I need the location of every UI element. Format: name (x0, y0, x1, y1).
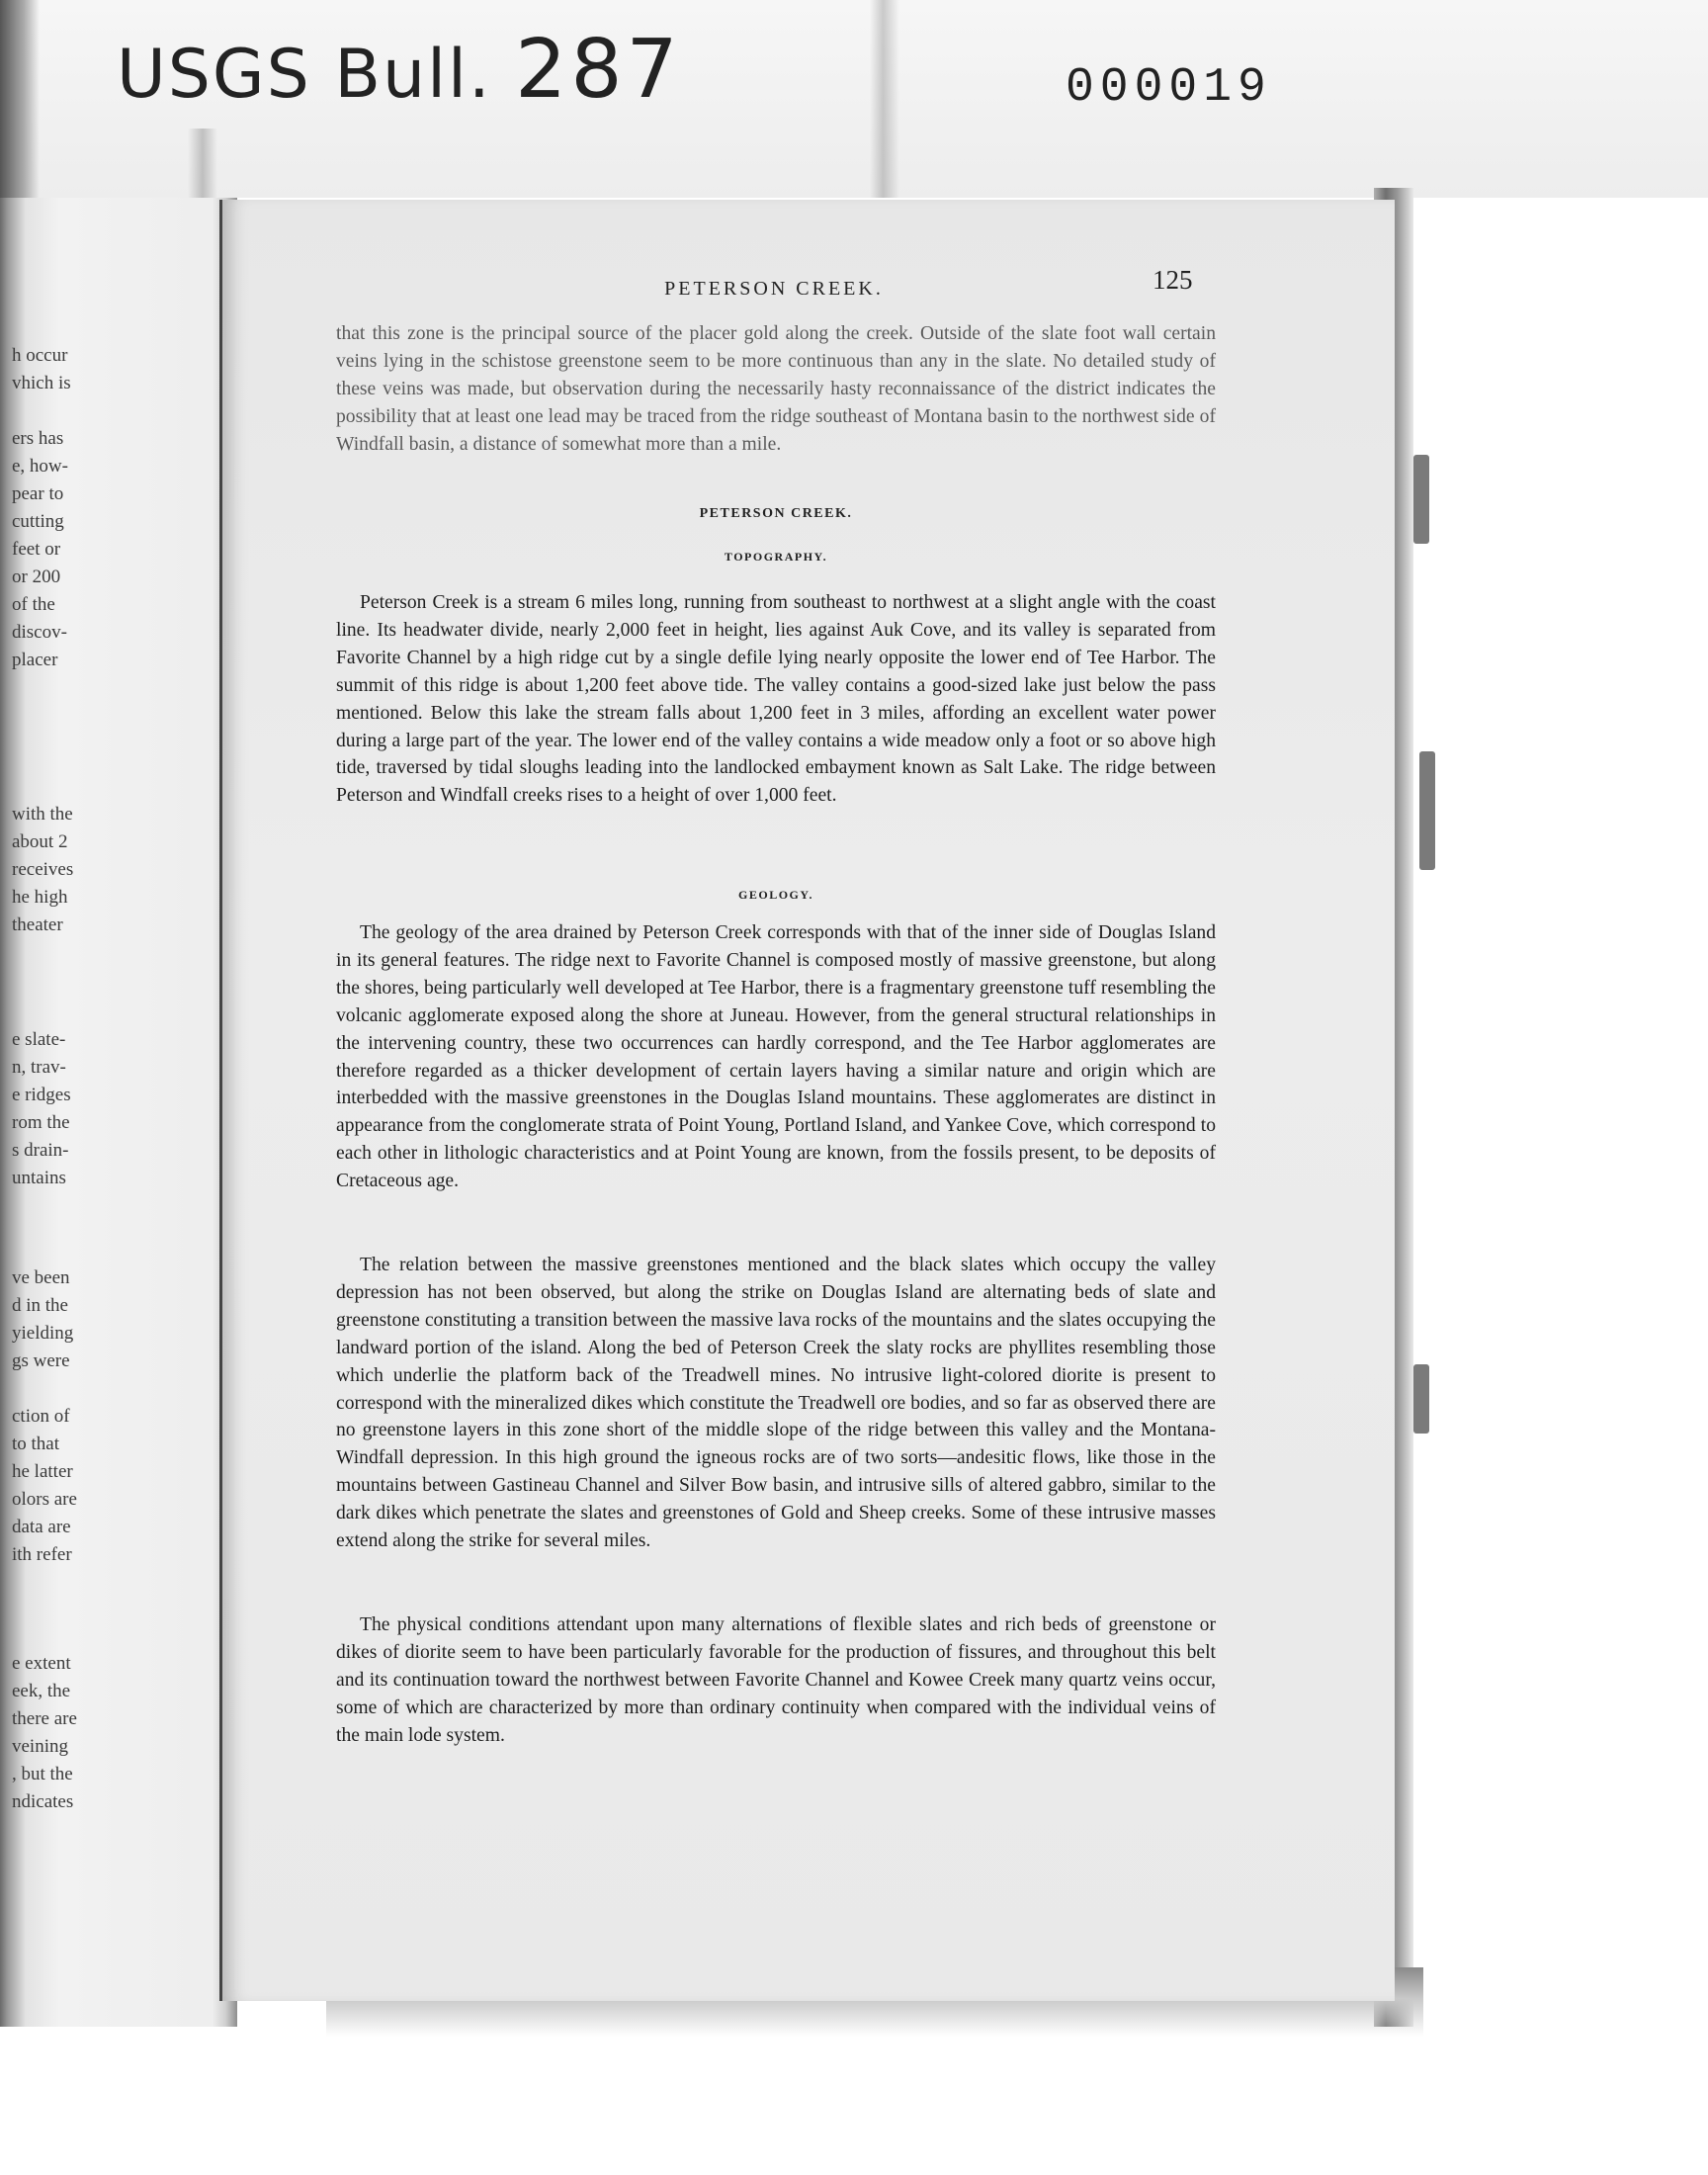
left-page-fragment-line: of the (12, 594, 55, 615)
left-page-fragment-line: e ridges (12, 1085, 71, 1105)
left-page-fragment-line: he high (12, 887, 68, 908)
paper-fold-shadow (870, 0, 899, 198)
geology-paragraph-3: The physical conditions attendant upon many alternations of flexible slates and rich beds of greenstone or dikes of diorite seem to have been particularly favorable for the production of fissures, and throughout this belt and its continuation toward the northwest between Favorite Channel and Kowee Creek many quartz veins occur, some of which are characterized by more than ordinary continuity when compared with the individual veins of the main lode system. (336, 1614, 1216, 1746)
geology-paragraph-1: The geology of the area drained by Peterson Creek corresponds with that of the inner side of Douglas Island in its general features. The ridge next to Favorite Channel is composed mostly of massive greenstone, but along the shores, being particularly well developed at Tee Harbor, there is a fragmentary greenstone tuff resembling the volcanic agglomerate exposed along the shore at Juneau. However, from the general structural relationships in the intervening country, these two occurrences can hardly correspond, and the Tee Harbor agglomerates are therefore regarded as a thicker development of certain layers having a similar nature and origin which are interbedded with the massive greenstones in the Douglas Island mountains. These agglomerates are distinct in appearance from the conglomerate strata of Point Young, Portland Island, and Yankee Cove, which correspond to each other in lithologic characteristics and at Point Young are known, from the fossils present, to be deposits of Cretaceous age. (336, 922, 1216, 1192)
left-page-fragment-line: eek, the (12, 1681, 71, 1701)
left-page-fragment-line: he latter (12, 1461, 73, 1482)
left-page-fragment-line: gs were (12, 1350, 70, 1371)
left-page-fragment-line: olors are (12, 1489, 77, 1510)
left-page-fragment-line: placer (12, 650, 58, 670)
left-page-fragment-line: pear to (12, 483, 64, 504)
intro-paragraph: that this zone is the principal source of the placer gold along the creek. Outside of the slate foot wall certain veins lying in the schistose greenstone seem to be more continuous than any in the slate. No detailed study of these veins was made, but observation during the necessarily hasty reconnaissance of the district indicates the possibility that at least one lead may be traced from the ridge southeast of Montana basin to the northwest side of Windfall basin, a distance of somewhat more than a mile. (336, 323, 1216, 455)
left-page-fragment-line: untains (12, 1168, 66, 1188)
left-page-fragment-line: d in the (12, 1295, 68, 1316)
left-page-fragment-line: feet or (12, 539, 61, 560)
left-page-fragment-line: cutting (12, 511, 64, 532)
page-tab-marker (1413, 1364, 1429, 1434)
document-number: 000019 (1066, 61, 1272, 115)
left-page-fragment-line: ction of (12, 1406, 70, 1427)
running-head: PETERSON CREEK. (664, 278, 884, 300)
page-tab-marker (1419, 751, 1435, 870)
handwritten-bulletin-number: 287 (515, 23, 682, 117)
left-page-fragment-line: e, how- (12, 456, 68, 477)
section-title: PETERSON CREEK. (699, 506, 853, 521)
topography-heading: TOPOGRAPHY. (724, 550, 828, 564)
left-page-fragment-line: or 200 (12, 566, 61, 587)
left-page-fragment-line: with the (12, 804, 73, 825)
page-tab-marker (1413, 455, 1429, 544)
left-page-fragment-line: rom the (12, 1112, 70, 1133)
geology-heading: GEOLOGY. (738, 888, 813, 902)
left-page-fragment-line: vhich is (12, 373, 71, 393)
left-page-fragment-line: theater (12, 914, 63, 935)
left-page-fragment-line: data are (12, 1517, 71, 1537)
left-page-fragment-line: there are (12, 1708, 77, 1729)
left-page-fragment-line: receives (12, 859, 74, 880)
handwritten-label (117, 23, 769, 138)
left-page-fragment-line: e slate- (12, 1029, 66, 1050)
left-page-fragment-line: , but the (12, 1764, 73, 1784)
left-page-fragment-line: n, trav- (12, 1057, 66, 1078)
left-page-fragment-line: veining (12, 1736, 68, 1757)
page-number: 125 (1153, 265, 1193, 295)
left-page-fragment-line: ers has (12, 428, 64, 449)
left-page-fragment-line: to that (12, 1434, 60, 1454)
geology-paragraph-2: The relation between the massive greenstones mentioned and the black slates which occupy the valley depression has not been observed, but along the strike on Douglas Island are alternating beds of slate and greenstone constituting a transition between the massive lava rocks of the mountains and the slates occupying the landward portion of the island. Along the bed of Peterson Creek the slaty rocks are phyllites resembling those which underlie the platform back of the Treadwell mines. No intrusive light-colored diorite is present to correspond with the mineralized dikes which constitute the Treadwell ore bodies, and so far as observed there are no greenstone layers in this zone short of the middle slope of the ridge between this valley and the Montana-Windfall depression. In this high ground the igneous rocks are of two sorts—andesitic flows, like those in the mountains between Gastineau Channel and Silver Bow basin, and intrusive sills of altered gabbro, similar to the dark dikes which penetrate the slates and greenstones of Gold and Sheep creeks. Some of these intrusive masses extend along the strike for several miles. (336, 1255, 1216, 1552)
scan-edge-shadow (0, 0, 40, 227)
left-page-fragment-line: about 2 (12, 831, 68, 852)
left-page-fragment-line: e extent (12, 1653, 71, 1674)
left-page-fragment-line: discov- (12, 622, 67, 643)
left-page-fragment-line: yielding (12, 1323, 74, 1344)
handwritten-label-text: USGS Bull. (117, 36, 516, 114)
left-page-fragment-line: ve been (12, 1267, 70, 1288)
left-page-fragment-line: s drain- (12, 1140, 69, 1161)
topography-paragraph: Peterson Creek is a stream 6 miles long, running from southeast to northwest at a slight angle with the coast line. Its headwater divide, nearly 2,000 feet in height, lies against Auk Cove, and its valley is separated from Favorite Channel by a high ridge cut by a single defile lying nearly opposite the lower end of Tee Harbor. The summit of this ridge is about 1,200 feet above tide. The valley contains a good-sized lake just below the pass mentioned. Below this lake the stream falls about 1,200 feet in 3 miles, affording an excellent water power during a large part of the year. The lower end of the valley contains a wide meadow only a foot or so above high tide, traversed by tidal sloughs leading into the landlocked embayment known as Salt Lake. The ridge between Peterson and Windfall creeks rises to a height of over 1,000 feet. (336, 592, 1216, 807)
left-page-fragment-line: ndicates (12, 1791, 74, 1812)
left-page-fragment-line: h occur (12, 345, 68, 366)
left-page-fragment-line: ith refer (12, 1544, 72, 1565)
